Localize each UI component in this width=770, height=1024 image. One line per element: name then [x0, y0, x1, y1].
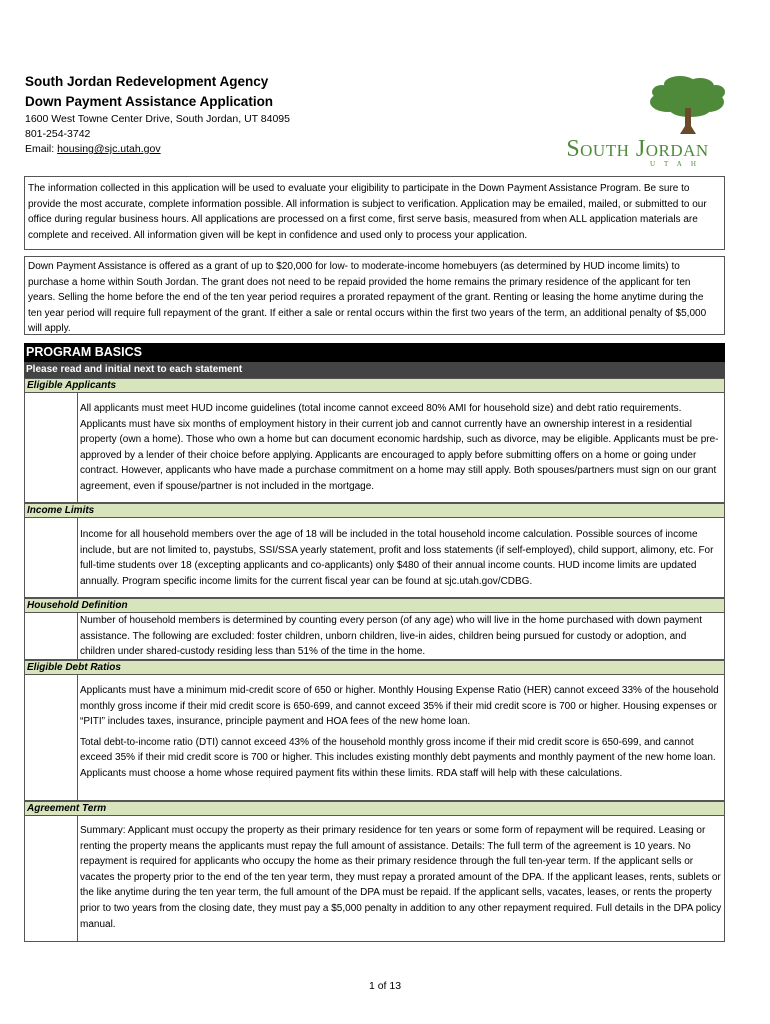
logo-wordmark: South Jordan: [566, 136, 709, 162]
program-basics-heading: PROGRAM BASICS: [24, 343, 725, 362]
section-row-household-definition: [24, 613, 725, 660]
intro-paragraph: The information collected in this application will be used to evaluate your eligibility to participate in the Down Payment Assistance Program. Be sure to provide the most accurate, complete information possible. All information is subject to verification. Application may be emailed, mailed, or submitted to our office during regular business hours. All applications are processed on a first come, first serve basis, measured from when ALL application materials are complete and received. All information given will be kept in confidence and used only to process your application.: [24, 176, 725, 250]
section-paragraph: Summary: Applicant must occupy the property as their primary residence for ten years or some form of repayment will be required. Leasing or renting the property means the applicants must repay the full amount of assistance. Details: The full term of the agreement is 10 years. No repayment is required for applicants who occupy the home as their primary residence through the full ten-year term. If the applicant sells or vacates the property prior to the end of the ten year term, they must repay a prorated amount of the DPA. If the applicant leases, rents, sublets or the like anytime during the ten year term, the full amount of the DPA must be repaid. If the applicant sells, vacates, leases, or rents the property prior to two years from the closing date, they must pay a $5,000 penalty in addition to any other repayment required. Full details in the DPA policy manual.: [80, 825, 722, 930]
tree-icon: [540, 74, 730, 138]
section-paragraph: Applicants must have a minimum mid-credit score of 650 or higher. Monthly Housing Expense Ratio (HER) cannot exceed 33% of the household monthly gross income if their mid credit score is 650-699, and cannot exceed 35% if their mid credit score is 700 or higher. Housing expenses or “PITI” includes taxes, insurance, principle payment and HOA fees of the new home loan.: [80, 685, 719, 728]
section-title-eligible-applicants: Eligible Applicants: [24, 378, 725, 393]
south-jordan-logo: [540, 74, 730, 170]
section-text: [80, 613, 722, 660]
address: 1600 West Towne Center Drive, South Jordan, UT 84095: [25, 113, 290, 125]
grant-info-paragraph: Down Payment Assistance is offered as a grant of up to $20,000 for low- to moderate-income homebuyers (as determined by HUD income limits) to purchase a home within South Jordan. The grant does not need to be repaid provided the home remains the primary residence of the applicant for ten years. Selling the home before the end of the ten year period requires a prorated repayment of the grant. Renting or leasing the home anytime during the ten year period will require full repayment of the grant. If either a sale or rental occurs within the first two years of the term, an additional penalty of $5,000 will apply.: [24, 256, 725, 335]
logo-subtitle: UTAH: [650, 160, 705, 168]
program-basics-instructions: Please read and initial next to each statement: [24, 362, 725, 378]
section-row-eligible-applicants: [24, 393, 725, 503]
section-row-eligible-debt-ratios: [24, 675, 725, 801]
section-paragraph: Number of household members is determined by counting every person (of any age) who will live in the home purchased with down payment assistance. The following are excluded: foster children, unborn children, live-in aides, children being pursued for custody or adoption, and children under shared-custody residing less than 51% of the time in the home.: [80, 615, 702, 658]
email-line: [25, 142, 525, 157]
initial-box[interactable]: [25, 393, 78, 502]
header: [25, 72, 525, 157]
initial-box[interactable]: [25, 675, 78, 800]
section-row-agreement-term: [24, 816, 725, 942]
phone: 801-254-3742: [25, 128, 91, 140]
section-text: [80, 527, 722, 589]
email-link[interactable]: housing@sjc.utah.gov: [57, 143, 161, 155]
initial-box[interactable]: [25, 518, 78, 597]
section-paragraph: Income for all household members over the age of 18 will be included in the total household income calculation. Possible sources of income include, but are not limited to, paystubs, SSI/SSA yearly statement, profit and loss statements (if self-employed), child support, alimony, etc. For full-time students over 18 (excepting applicants and co-applicants) only $480 of their annual income counts. HUD income limits are updated annually. Program specific income limits for the current fiscal year can be found at sjc.utah.gov/CDBG.: [80, 529, 714, 587]
section-text: [80, 683, 722, 782]
initial-box[interactable]: [25, 816, 78, 941]
section-title-agreement-term: Agreement Term: [24, 801, 725, 816]
email-label: Email:: [25, 143, 58, 155]
section-title-eligible-debt-ratios: Eligible Debt Ratios: [24, 660, 725, 675]
page-number: 1 of 13: [368, 980, 402, 992]
section-title-income-limits: Income Limits: [24, 503, 725, 518]
initial-box[interactable]: [25, 613, 78, 659]
application-title: Down Payment Assistance Application: [25, 94, 274, 109]
section-paragraph: Total debt-to-income ratio (DTI) cannot exceed 43% of the household monthly gross income if their mid credit score is 650-699, and cannot exceed 35% if their mid credit score is 700 or higher. This includes existing monthly debt payments and monthly payment of the new home loan. Applicants must choose a home whose required payment fits within these limits. RDA staff will help with these calculations.: [80, 736, 716, 779]
section-text: [80, 401, 722, 495]
section-title-household-definition: Household Definition: [24, 598, 725, 613]
section-row-income-limits: [24, 518, 725, 598]
section-paragraph: All applicants must meet HUD income guidelines (total income cannot exceed 80% AMI for household size) and debt ratio requirements. Applicants must have six months of employment history in their current job and cannot currently have an ownership interest in a residential property (own a home). Those who own a home but can document economic hardship, such as divorce, may be eligible. Applicants must be pre-approved by a lender of their choice before applying. Applicants are encouraged to apply before submitting offers on a home or going under contract. However, applicants who have made a purchase commitment on a home may still apply. Both spouses/partners must sign on our grant agreement, even if spouse/partner is not included in the mortgage.: [80, 403, 719, 492]
section-text: [80, 823, 722, 932]
agency-name: South Jordan Redevelopment Agency: [25, 74, 269, 89]
